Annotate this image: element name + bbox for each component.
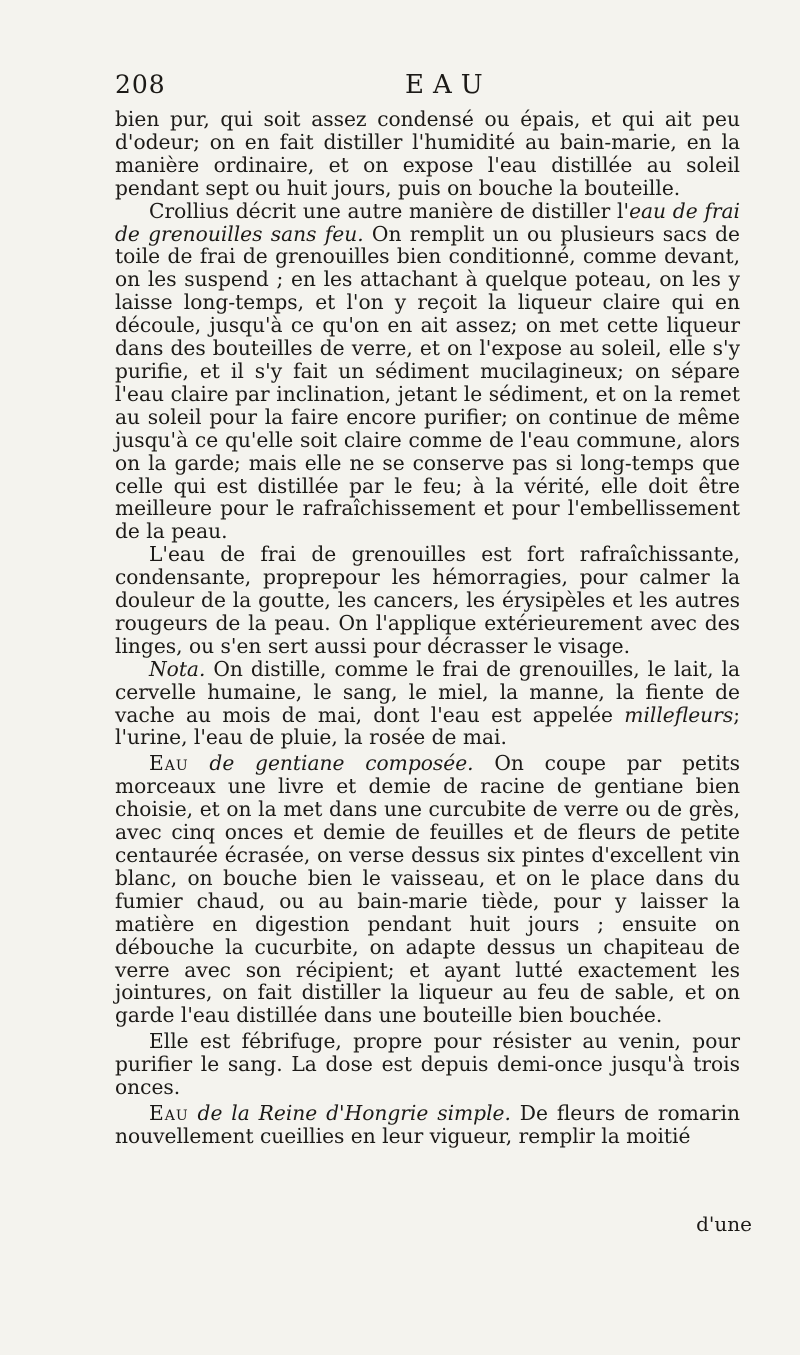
paragraph-tail: ; l'urine, l'eau de pluie, la rosée de mai.: [115, 702, 740, 750]
running-head: EAU: [405, 70, 492, 100]
paragraph-crollius: [115, 200, 740, 544]
paragraph-term: eau de frai de grenouilles sans feu.: [115, 198, 740, 246]
paragraph-properties: [115, 543, 740, 658]
page-number: 208: [115, 70, 166, 99]
paragraph-text: On remplit un ou plusieurs sacs de toile de frai de grenouilles bien conditionné, comme devant, on les suspend ; en les attachant à quelque poteau, on les y laisse long-temps, et l'on y reçoit la liqueur claire qui en découle, jusqu'à ce qu'on en ait assez; on met cette liqueur dans des bouteilles de verre, et on l'expose au soleil, elle s'y purifie, et il s'y fait un sédiment mucilagineux; on sépare l'eau claire par inclination, jetant le sédiment, et on la remet au soleil pour la faire encore purifier; on continue de même jusqu'à ce qu'elle soit claire comme de l'eau commune, alors on la garde; mais elle ne se conserve pas si long-temps que celle qui est distillée par le feu; à la vérité, elle doit être meilleure pour le rafraîchissement et pour l'embellissement de la peau.: [115, 221, 740, 544]
entry-headword: Eau: [149, 1100, 189, 1125]
catchword: d'une: [696, 1212, 752, 1236]
paragraph-text: On coupe par petits morceaux une livre et demie de racine de gentiane bien choisie, et on la met dans une curcubite de verre ou de grès, avec cinq onces et demie de feuilles et de fleurs de petite centaurée écrasée, on verse dessus six pintes d'excellent vin blanc, on bouche bien le vaisseau, et on le place dans du fumier chaud, ou au bain-marie tiède, pour y laisser la matière en digestion pendant huit jours ; ensuite on débouche la cucurbite, on adapte dessus un chapiteau de verre avec son récipient; et ayant lutté exactement les jointures, on fait distiller la liqueur au feu de sable, et on garde l'eau distillée dans une bouteille bien bouchée.: [115, 751, 740, 1028]
paragraph-gentiane-dose: [115, 1030, 740, 1099]
entry-headword: Eau: [149, 751, 189, 776]
page-header: [115, 70, 740, 106]
paragraph-text: bien pur, qui soit assez condensé ou épais, et qui ait peu d'odeur; on en fait distiller l'humidité au bain-marie, en la manière ordinaire, et on expose l'eau distillée au soleil pendant sept ou huit jours, puis on bouche la bouteille.: [115, 107, 740, 200]
paragraph-nota: [115, 658, 740, 750]
paragraph-text: De fleurs de romarin nouvellement cueillies en leur vigueur, remplir la moitié: [115, 1100, 740, 1148]
paragraph-text: Elle est fébrifuge, propre pour résister au venin, pour purifier le sang. La dose est depuis demi-once jusqu'à trois onces.: [115, 1029, 740, 1100]
paragraph-lead: Nota.: [149, 656, 206, 681]
body-text: [115, 108, 740, 1148]
entry-term: de la Reine d'Hongrie simple.: [188, 1100, 511, 1125]
entry-term: de gentiane composée.: [188, 751, 474, 776]
entry-eau-reine-hongrie: [115, 1102, 740, 1148]
paragraph-lead: Crollius décrit une autre manière de distiller l': [149, 198, 630, 223]
paragraph-text: L'eau de frai de grenouilles est fort rafraîchissante, condensante, proprepour les hémorragies, pour calmer la douleur de la goutte, les cancers, les érysipèles et les autres rougeurs de la peau. On l'applique extérieurement avec des linges, ou s'en sert aussi pour décrasser le visage.: [115, 542, 740, 658]
paragraph-continuation: [115, 108, 740, 200]
paragraph-text: On distille, comme le frai de grenouilles, le lait, la cervelle humaine, le sang, le miel, la manne, la fiente de vache au mois de mai, dont l'eau est appelée: [115, 656, 740, 727]
paragraph-term: millefleurs: [624, 702, 734, 727]
entry-eau-gentiane: [115, 752, 740, 1027]
